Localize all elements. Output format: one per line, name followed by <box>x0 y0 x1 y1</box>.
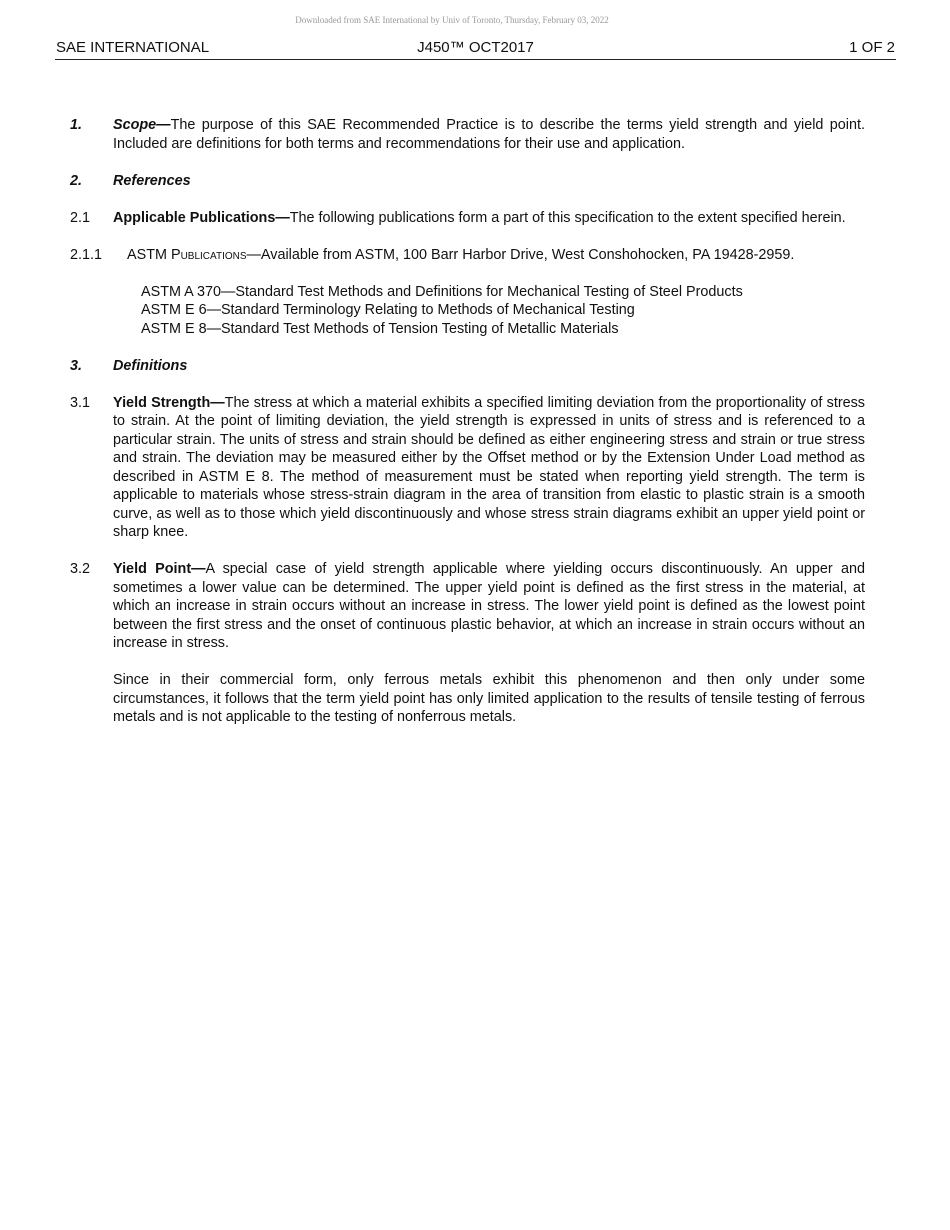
section-title: Applicable Publications— <box>113 209 290 226</box>
download-watermark: Downloaded from SAE International by Univ of Toronto, Thursday, February 03, 2022 <box>295 15 609 25</box>
section-title: References <box>113 172 191 189</box>
reference-item: ASTM A 370—Standard Test Methods and Definitions for Mechanical Testing of Steel Products <box>141 283 743 300</box>
section-title: Definitions <box>113 357 188 374</box>
section-applicable-publications <box>70 209 865 228</box>
section-definitions <box>70 357 865 376</box>
section-text: The stress at which a material exhibits a specified limiting deviation from the proportionality of stress to strain. At the point of limiting deviation, the yield strength is expressed in units of stress and is referenced to a particular strain. The units of stress and strain should be defined as either engineering stress and strain or true stress and strain. The deviation may be measured either by the Offset method or by the Extension Under Load method as described in ASTM E 8. The method of measurement must be stated when reporting yield strength. The term is applicable to materials whose stress-strain diagram in the area of transition from elastic to plastic strain is a smooth curve, as well as to those which yield discontinuously and whose stress strain diagrams exhibit an upper yield point or sharp knee. <box>113 394 865 540</box>
section-scope <box>70 116 865 153</box>
section-number: 2.1 <box>70 209 91 226</box>
document-body <box>70 116 865 745</box>
section-astm-publications <box>70 246 865 265</box>
section-text: The purpose of this SAE Recommended Practice is to describe the terms yield strength and yield point. Included are definitions for both terms and recommendations for their use and application. <box>113 117 865 152</box>
header-page-number: 1 OF 2 <box>849 39 895 56</box>
header-org: SAE INTERNATIONAL <box>56 39 210 56</box>
reference-item: ASTM E 6—Standard Terminology Relating to Methods of Mechanical Testing <box>141 302 635 318</box>
section-text: —Available from ASTM, 100 Barr Harbor Drive, West Conshohocken, PA 19428-2959. <box>246 246 795 263</box>
astm-reference-list <box>70 283 865 339</box>
section-number: 1. <box>70 117 83 133</box>
page-header <box>55 38 896 60</box>
section-number: 2. <box>70 172 83 189</box>
section-yield-strength <box>70 394 865 542</box>
section-text: A special case of yield strength applicable where yielding occurs discontinuously. An upper and sometimes a lower value can be determined. The upper yield point is defined as the first stress in the material, at which an increase in strain occurs without an increase in stress. The lower yield point is defined as the lowest point between the first stress and the onset of continuous plastic behavior, at which an increase in strain occurs without an increase in stress. <box>113 561 866 651</box>
section-text: The following publications form a part of this specification to the extent specified herein. <box>289 209 846 226</box>
section-number: 3. <box>70 357 83 374</box>
ferrous-metals-note: Since in their commercial form, only ferrous metals exhibit this phenomenon and then only under some circumstances, it follows that the term yield point has only limited application to the results of tensile testing of ferrous metals and is not applicable to the testing of nonferrous metals. <box>113 672 865 725</box>
reference-item: ASTM E 8—Standard Test Methods of Tension Testing of Metallic Materials <box>141 320 619 337</box>
section-title: Scope— <box>113 117 171 133</box>
section-number: 3.1 <box>70 394 91 411</box>
section-title: Yield Strength— <box>113 394 225 411</box>
section-number: 3.2 <box>70 561 91 577</box>
header-doc-id: J450™ OCT2017 <box>417 39 534 56</box>
section-references <box>70 172 865 191</box>
section-title: Yield Point— <box>113 561 206 577</box>
section-title <box>127 247 247 263</box>
section-title-lead: ASTM P <box>127 246 181 263</box>
section-title-smallcaps: ublications <box>180 246 247 263</box>
section-number: 2.1.1 <box>70 246 103 263</box>
section-yield-point <box>70 560 865 653</box>
